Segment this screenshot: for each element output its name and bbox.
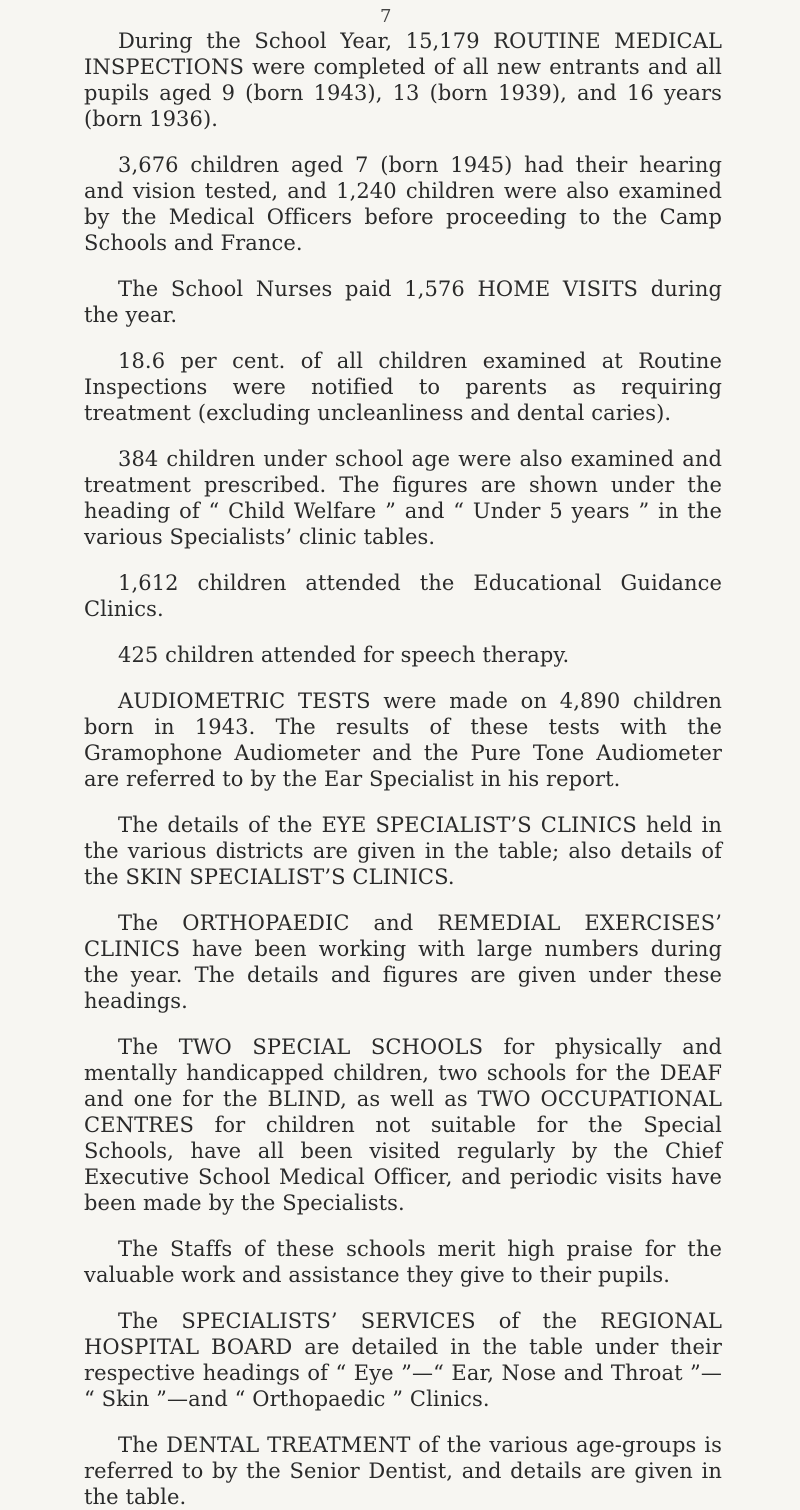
paragraph-eye-skin-clinics: The details of the EYE SPECIALIST’S CLINICS held in the various districts are given in the table; also details of the SKIN SPECIALIST’S CLINICS. (84, 813, 722, 889)
paragraph-guidance-clinics: 1,612 children attended the Educational Guidance Clinics. (84, 571, 722, 621)
paragraph-routine-inspections: During the School Year, 15,179 ROUTINE MEDICAL INSPECTIONS were completed of all new entrants and all pupils aged 9 (born 1943), 13 (born 1939), and 16 years (born 1936). (84, 29, 722, 131)
paragraph-audiometric-tests: AUDIOMETRIC TESTS were made on 4,890 children born in 1943. The results of these tests with the Gramophone Audiometer and the Pure Tone Audiometer are referred to by the Ear Specialist in his report. (84, 689, 722, 791)
paragraph-hearing-vision: 3,676 children aged 7 (born 1945) had their hearing and vision tested, and 1,240 children were also examined by the Medical Officers before proceeding to the Camp Schools and France. (84, 153, 722, 255)
page-number: 7 (380, 6, 392, 27)
paragraph-specialists-services: The SPECIALISTS’ SERVICES of the REGIONAL HOSPITAL BOARD are detailed in the table under their respective headings of “ Eye ”—“ Ear, Nose and Throat ”— “ Skin ”—and “ Orthopaedic ” Clinics. (84, 1309, 722, 1411)
paragraph-home-visits: The School Nurses paid 1,576 HOME VISITS during the year. (84, 277, 722, 327)
paragraph-orthopaedic-clinics: The ORTHOPAEDIC and REMEDIAL EXERCISES’ CLINICS have been working with large numbers during the year. The details and figures are given under these headings. (84, 911, 722, 1013)
document-body (84, 0, 722, 1510)
paragraph-speech-therapy: 425 children attended for speech therapy. (118, 643, 570, 667)
paragraph-under-school-age: 384 children under school age were also examined and treatment prescribed. The figures are shown under the heading of “ Child Welfare ” and “ Under 5 years ” in the various Specialists’ clinic tables. (84, 447, 722, 549)
paragraph-treatment-percentage: 18.6 per cent. of all children examined at Routine Inspections were notified to parents as requiring treatment (excluding uncleanliness and dental caries). (84, 349, 722, 425)
paragraph-dental-treatment: The DENTAL TREATMENT of the various age-groups is referred to by the Senior Dentist, and details are given in the table. (84, 1433, 722, 1509)
paragraph-special-schools: The TWO SPECIAL SCHOOLS for physically and mentally handicapped children, two schools for the DEAF and one for the BLIND, as well as TWO OCCUPATIONAL CENTRES for children not suitable for the Special Schools, have all been visited regularly by the Chief Executive School Medical Officer, and periodic visits have been made by the Specialists. (84, 1035, 722, 1215)
paragraph-school-staffs: The Staffs of these schools merit high praise for the valuable work and assistance they give to their pupils. (84, 1237, 722, 1287)
